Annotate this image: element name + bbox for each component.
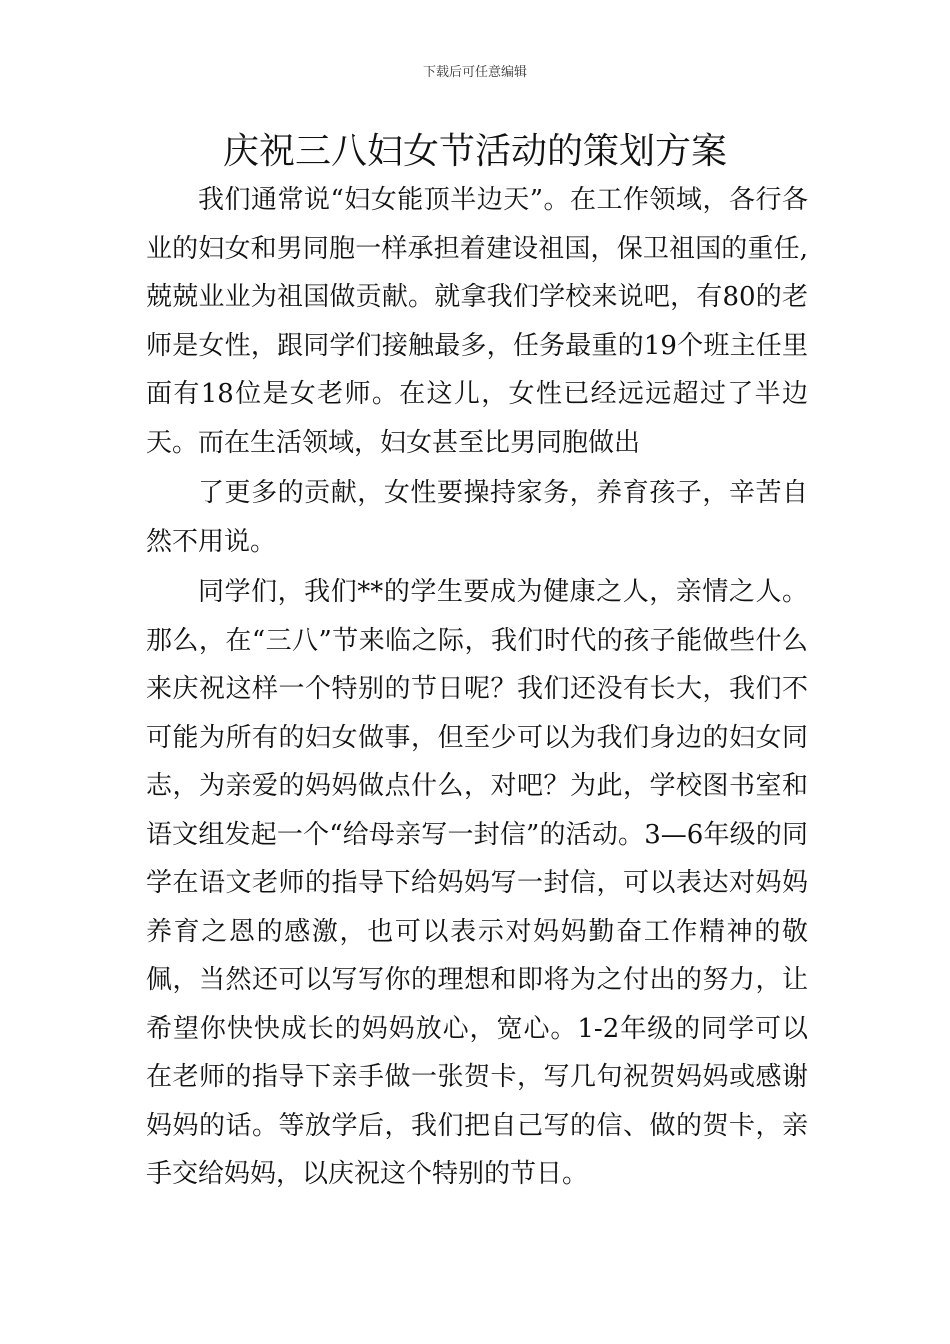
header-note: 下载后可任意编辑 <box>422 65 527 80</box>
paragraph-activity: 同学们，我们**的学生要成为健康之人，亲情之人。那么，在“三八”节来临之际，我们时代的孩子能做些什么来庆祝这样一个特别的节日呢？我们还没有长大，我们不可能为所有的妇女做事，但至少可以为我们身边的妇女同志，为亲爱的妈妈做点什么，对吧？为此，学校图书室和语文组发起一个“给母亲写一封信”的活动。3—6年级的同学在语文老师的指导下给妈妈写一封信，可以表达对妈妈养育之恩的感激，也可以表示对妈妈勤奋工作精神的敬佩，当然还可以写写你的理想和即将为之付出的努力，让希望你快快成长的妈妈放心，宽心。1-2年级的同学可以在老师的指导下亲手做一张贺卡，写几句祝贺妈妈或感谢妈妈的话。等放学后，我们把自己写的信、做的贺卡，亲手交给妈妈，以庆祝这个特别的节日。 <box>146 577 808 1189</box>
document-title: 庆祝三八妇女节活动的策划方案 <box>222 131 727 172</box>
paragraph-contribution: 了更多的贡献，女性要操持家务，养育孩子，辛苦自然不用说。 <box>146 478 808 557</box>
document-body <box>146 176 808 1199</box>
paragraph-intro: 我们通常说“妇女能顶半边天”。在工作领域，各行各业的妇女和男同胞一样承担着建设祖国，保卫祖国的重任,兢兢业业为祖国做贡献。就拿我们学校来说吧，有80的老师是女性，跟同学们接触最多，任务最重的19个班主任里面有18位是女老师。在这儿，女性已经远远超过了半边天。而在生活领域，妇女甚至比男同胞做出 <box>146 185 808 458</box>
